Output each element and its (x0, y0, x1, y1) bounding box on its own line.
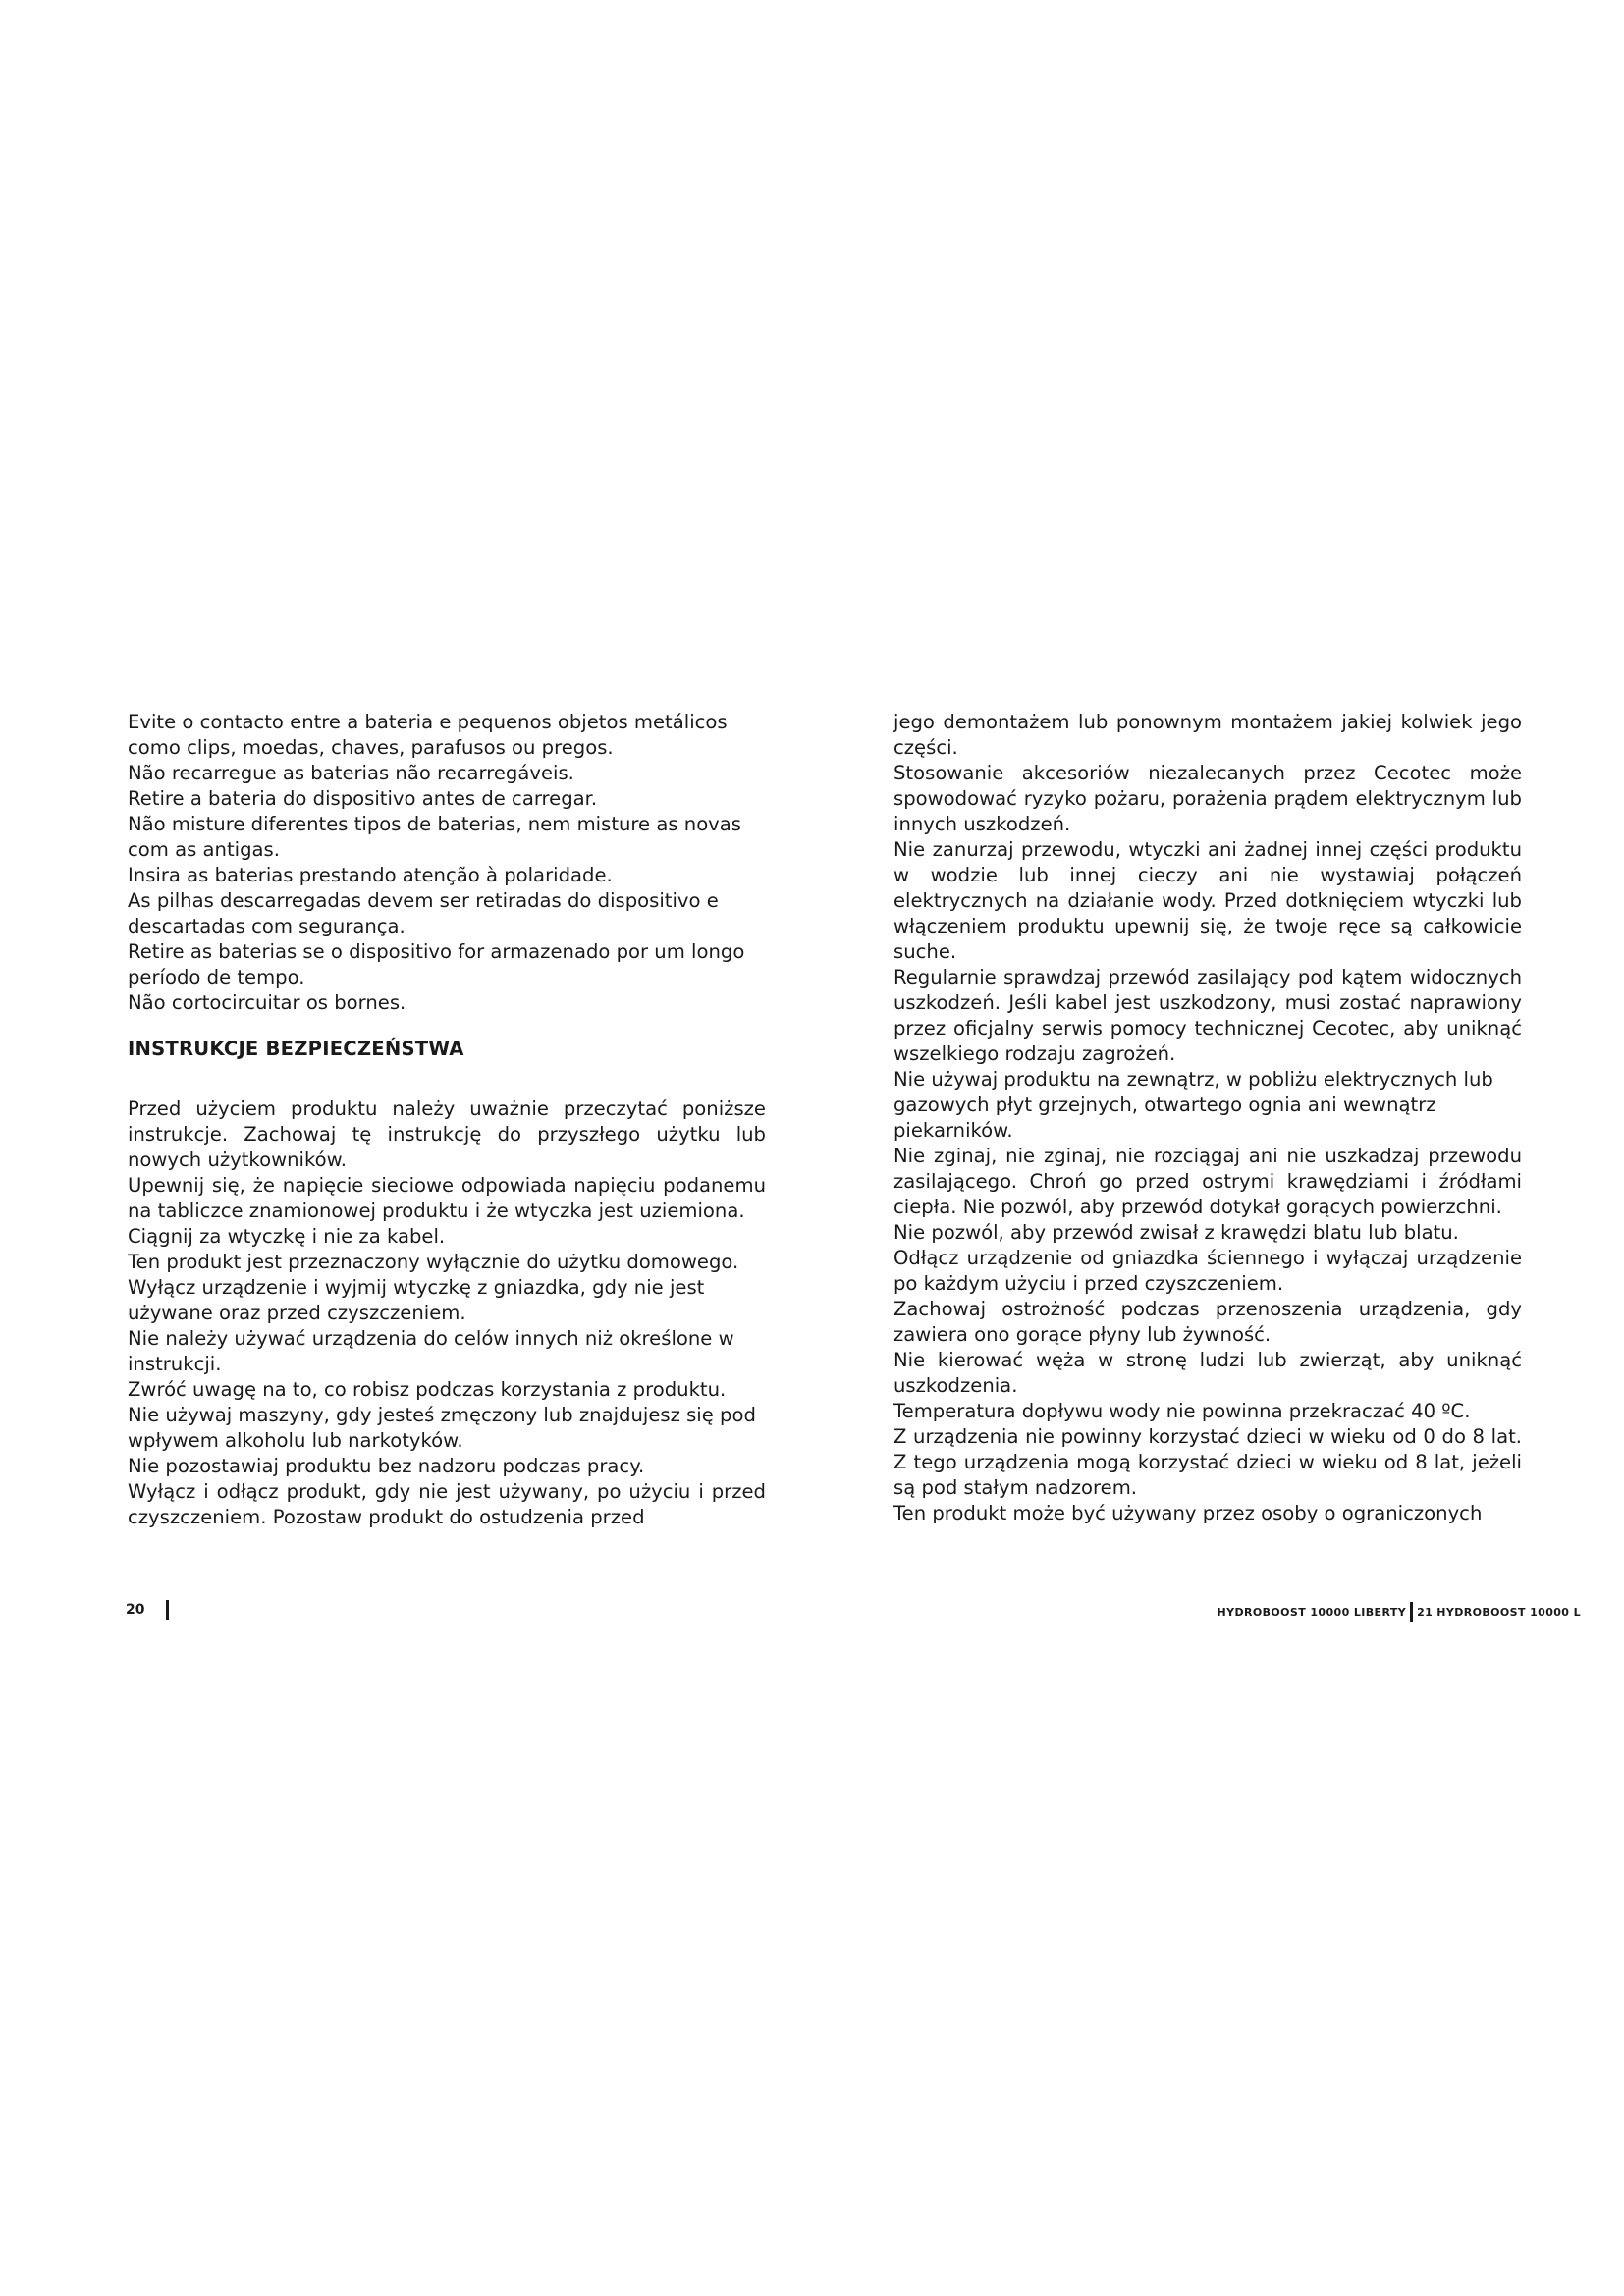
safety-line: Ten produkt może być używany przez osoby o ograniczonych (893, 1502, 1483, 1524)
safety-line: Nie używaj produktu na zewnątrz, w pobliżu elektrycznych lub gazowych płyt grzejnych, otwartego ognia ani wewnątrz piekarników. (893, 1068, 1493, 1142)
safety-line: Stosowanie akcesoriów niezalecanych przez Cecotec może spowodować ryzyko pożaru, porażenia prądem elektrycznym lub innych uszkodzeń. (893, 762, 1522, 835)
product-name-left: HYDROBOOST 10000 LIBERTY (1217, 1605, 1407, 1619)
safety-section (128, 1096, 766, 1530)
safety-line: Nie używaj maszyny, gdy jesteś zmęczony lub znajdujesz się pod wpływem alkoholu lub narkotyków. (128, 1404, 756, 1452)
battery-line: Não cortocircuitar os bornes. (128, 991, 406, 1014)
safety-line: Nie pozwól, aby przewód zwisał z krawędzi blatu lub blatu. (893, 1221, 1459, 1244)
safety-line: Ten produkt jest przeznaczony wyłącznie do użytku domowego. (128, 1251, 739, 1273)
safety-line: Zachowaj ostrożność podczas przenoszenia urządzenia, gdy zawiera ono gorące płyny lub żywność. (893, 1298, 1522, 1346)
battery-line: As pilhas descarregadas devem ser retiradas do dispositivo e descartadas com segurança. (128, 889, 719, 937)
footer-divider-bar (166, 1600, 169, 1620)
safety-line: Nie należy używać urządzenia do celów innych niż określone w instrukcji. (128, 1327, 734, 1375)
safety-line: Regularnie sprawdzaj przewód zasilający pod kątem widocznych uszkodzeń. Jeśli kabel jest uszkodzony, musi zostać naprawiony przez oficjalny serwis pomocy technicznej Cecotec, aby uniknąć wszelkiego rodzaju zagrożeń. (893, 966, 1522, 1065)
safety-line: Nie kierować węża w stronę ludzi lub zwierząt, aby uniknąć uszkodzenia. (893, 1349, 1522, 1397)
safety-line: Wyłącz i odłącz produkt, gdy nie jest używany, po użyciu i przed czyszczeniem. Pozostaw produkt do ostudzenia przed (128, 1480, 766, 1528)
battery-line: Retire a bateria do dispositivo antes de carregar. (128, 787, 598, 810)
battery-section (128, 710, 766, 1016)
battery-line: Não misture diferentes tipos de baterias, nem misture as novas com as antigas. (128, 813, 741, 861)
safety-line: Odłącz urządzenie od gniazdka ściennego i wyłączaj urządzenie po każdym użyciu i przed czyszczeniem. (893, 1247, 1522, 1295)
footer-right (1218, 1602, 1582, 1622)
battery-line: Retire as baterias se o dispositivo for armazenado por um longo período de tempo. (128, 940, 745, 988)
safety-line: Nie zanurzaj przewodu, wtyczki ani żadnej innej części produktu w wodzie lub innej cieczy ani nie wystawiaj połączeń elektrycznych na działanie wody. Przed dotknięciem wtyczki lub włączeniem produktu upewnij się, że twoje ręce są całkowicie suche. (893, 838, 1522, 963)
safety-line: Nie zginaj, nie zginaj, nie rozciągaj ani nie uszkadzaj przewodu zasilającego. Chroń go przed ostrymi krawędziami i źródłami ciepła. Nie pozwól, aby przewód dotykał gorących powierzchni. (893, 1145, 1522, 1218)
page-number-right: 21 (1417, 1605, 1434, 1619)
battery-line: Insira as baterias prestando atenção à polaridade. (128, 864, 613, 886)
product-name-right: HYDROBOOST 10000 L (1436, 1605, 1581, 1619)
right-column (893, 710, 1522, 1526)
safety-line: Wyłącz urządzenie i wyjmij wtyczkę z gniazdka, gdy nie jest używane oraz przed czyszczeniem. (128, 1276, 705, 1324)
section-heading: INSTRUKCJE BEZPIECZEŃSTWA (128, 1038, 464, 1060)
battery-line: Não recarregue as baterias não recarregáveis. (128, 762, 574, 784)
safety-line: Ciągnij za wtyczkę i nie za kabel. (128, 1225, 446, 1248)
safety-line: Upewnij się, że napięcie sieciowe odpowiada napięciu podanemu na tabliczce znamionowej produktu i że wtyczka jest uziemiona. (128, 1174, 766, 1222)
safety-line: Nie pozostawiaj produktu bez nadzoru podczas pracy. (128, 1455, 645, 1477)
battery-line: Evite o contacto entre a bateria e pequenos objetos metálicos como clips, moedas, chaves, parafusos ou pregos. (128, 711, 728, 759)
safety-line: Przed użyciem produktu należy uważnie przeczytać poniższe instrukcje. Zachowaj tę instrukcję do przyszłego użytku lub nowych użytkowników. (128, 1097, 766, 1171)
safety-line: Temperatura dopływu wody nie powinna przekraczać 40 ºC. (893, 1400, 1471, 1422)
safety-line: Z urządzenia nie powinny korzystać dzieci w wieku od 0 do 8 lat. Z tego urządzenia mogą korzystać dzieci w wieku od 8 lat, jeżeli są pod stałym nadzorem. (893, 1425, 1522, 1499)
left-column (128, 710, 766, 1530)
safety-line: Zwróć uwagę na to, co robisz podczas korzystania z produktu. (128, 1378, 727, 1401)
footer-divider-bar (1410, 1602, 1413, 1622)
safety-line: jego demontażem lub ponownym montażem jakiej kolwiek jego części. (893, 711, 1522, 759)
page-number-left: 20 (126, 1602, 145, 1618)
footer-left (126, 1600, 169, 1620)
